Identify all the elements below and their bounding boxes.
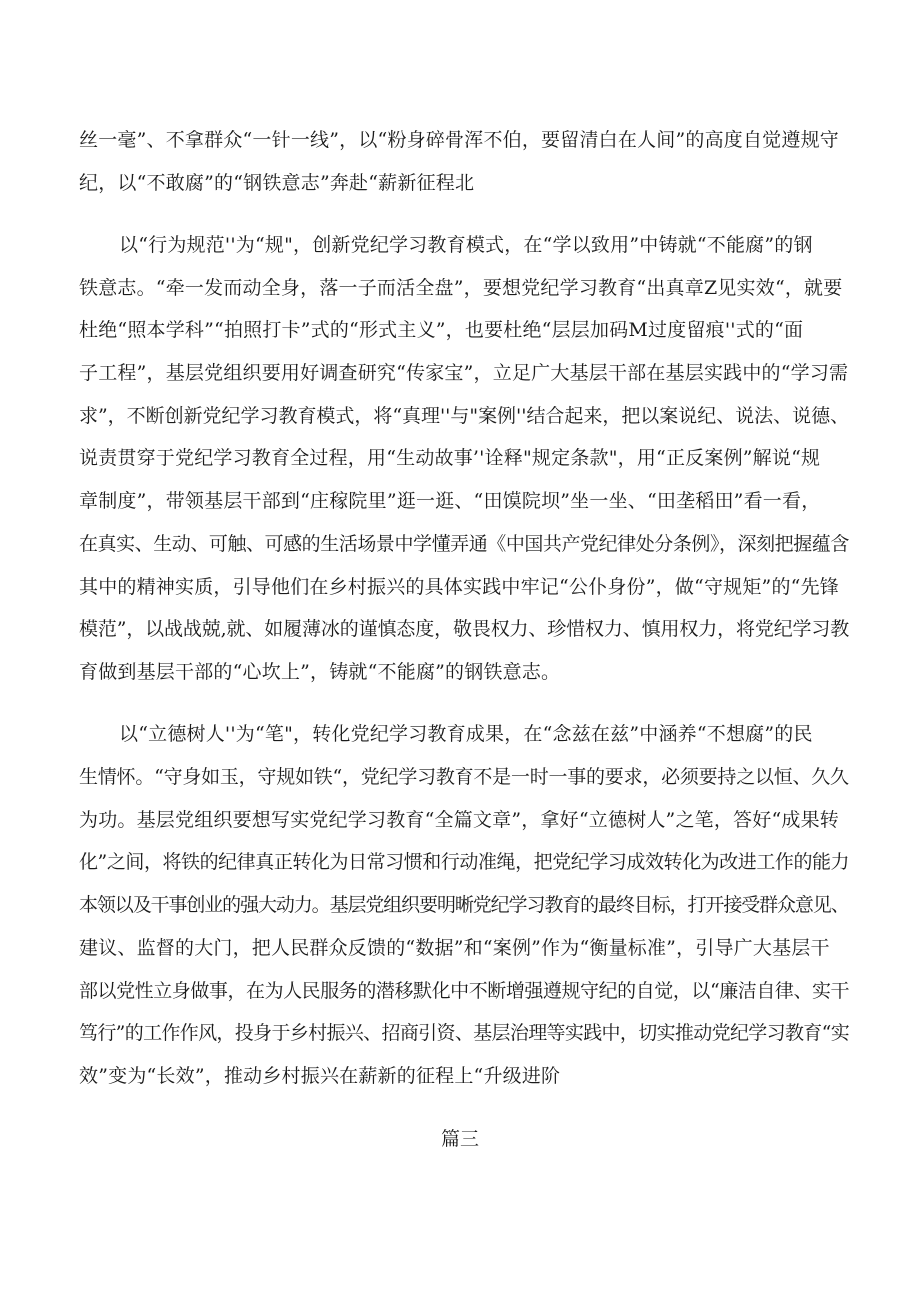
paragraph-3-line-6: 建议、监督的大门，把人民群众反馈的“数据”和“案例”作为“衡量标准”，引导广大基层干 — [79, 937, 830, 959]
paragraph-2-line-9: 其中的精神实质，引导他们在乡村振兴的具体实践中牢记“公仆身份”，做“守规矩”的“先锋 — [79, 576, 839, 598]
paragraph-3-line-3: 为功。基层党组织要想写实党纪学习教育“全篇文章”，拿好“立德树人”之笔，答好“成果转 — [79, 809, 839, 831]
paragraph-2-line-7: 章制度”，带领基层干部到“庄稼院里”逛一逛、“田馍院坝”坐一坐、“田垄稻田”看一看， — [79, 490, 821, 512]
paragraph-2-line-11: 育做到基层干部的“心坎上”，铸就“不能腐”的钢铁意志。 — [79, 661, 561, 683]
section-heading: 篇三 — [440, 1128, 479, 1150]
paragraph-3-line-7: 部以党性立身做事，在为人民服务的潜移默化中不断增强遵规守纪的自觉，以“廉洁自律、实干 — [79, 980, 850, 1002]
paragraph-2-line-10: 模范”，以战战兢,就、如履薄冰的谨慎态度，敬畏权力、珍惜权力、慎用权力，将党纪学习教 — [79, 618, 850, 640]
paragraph-3-line-1: 以“立德树人''为“笔"，转化党纪学习教育成果，在“念兹在兹”中涵养“不想腐”的民 — [119, 723, 813, 745]
paragraph-1-line-2: 纪，以“不敢腐”的“钢铁意志”奔赴“薪新征程北 — [79, 172, 475, 194]
paragraph-3-line-2: 生情怀。“守身如玉，守规如铁“，党纪学习教育不是一时一事的要求，必须要持之以恒、久久 — [79, 766, 849, 788]
paragraph-2-line-2: 铁意志。“牵一发而动全身，落一子而活全盘”，要想党纪学习教育“出真章Z见实效“，就要 — [79, 277, 843, 299]
paragraph-3-line-4: 化”之间，将铁的纪律真正转化为日常习惯和行动准绳，把党纪学习成效转化为改进工作的能力 — [79, 851, 850, 873]
paragraph-3-line-9: 效”变为“长效”，推动乡村振兴在薪新的征程上“升级进阶 — [79, 1065, 561, 1087]
paragraph-3-line-5: 本领以及干事创业的强大动力。基层党组织要明晰党纪学习教育的最终目标，打开接受群众意见、 — [79, 894, 849, 916]
paragraph-2-line-3: 杜绝“照本学科”“拍照打卡”式的“形式主义”，也要杜绝“层层加码M过度留痕''式的“面 — [79, 319, 804, 341]
paragraph-1-line-1: 丝一毫”、不拿群众“一针一线”，以“粉身碎骨浑不伯，要留清白在人间”的高度自觉遵规守 — [79, 129, 839, 151]
paragraph-2-line-8: 在真实、生动、可触、可感的生活场景中学懂弄通《中国共产党纪律处分条例》，深刻把握蕴含 — [79, 533, 849, 555]
paragraph-2-line-5: 求”，不断创新党纪学习教育模式，将“真理''与"案例''结合起来，把以案说纪、说法、说德、 — [79, 405, 850, 427]
paragraph-2-line-4: 子工程”，基层党组织要用好调查研究“传家宝”，立足广大基层干部在基层实践中的“学习需 — [79, 362, 849, 384]
paragraph-3-line-8: 笃行”的工作作风，投身于乡村振兴、招商引资、基层治理等实践中，切实推动党纪学习教育“实 — [79, 1022, 850, 1044]
paragraph-2-line-1: 以“行为规范''为“规"，创新党纪学习教育模式，在“学以致用”中铸就“不能腐”的钢 — [119, 234, 813, 256]
paragraph-2-line-6: 说责贯穿于党纪学习教育全过程，用“生动故事’'诠释"规定条款"，用“正反案例”解说“规 — [79, 447, 821, 469]
